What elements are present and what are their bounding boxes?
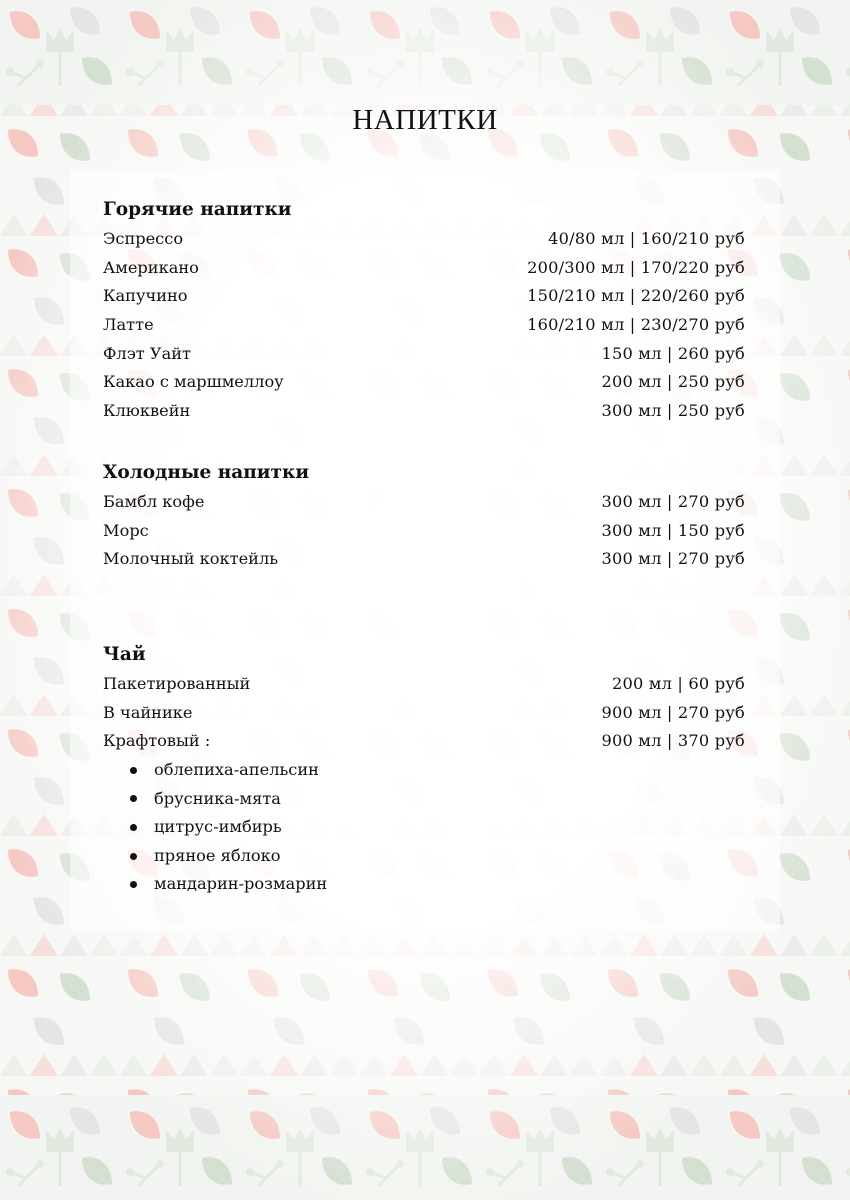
item-name: Пакетированный	[103, 674, 251, 693]
item-price: 300 мл | 250 руб	[601, 401, 745, 421]
menu-item	[103, 517, 745, 546]
section-hot-drinks	[103, 195, 745, 426]
flavor-name: облепиха-апельсин	[154, 760, 319, 780]
section-tea	[103, 640, 745, 899]
menu-item	[103, 727, 745, 756]
item-name: Морс	[103, 520, 149, 540]
section-cold-drinks	[103, 458, 745, 574]
item-price: 900 мл | 270 руб	[601, 702, 745, 722]
menu-item	[103, 254, 745, 283]
item-price: 40/80 мл | 160/210 руб	[548, 229, 745, 248]
menu-item	[103, 368, 745, 397]
flavor-item	[130, 870, 745, 899]
menu-item	[103, 670, 745, 699]
menu-item	[103, 545, 745, 574]
flavor-item	[130, 756, 745, 785]
item-price: 900 мл | 370 руб	[601, 731, 745, 751]
item-price: 200 мл | 250 руб	[601, 372, 745, 392]
item-price: 160/210 мл | 230/270 руб	[527, 315, 745, 335]
item-price: 150/210 мл | 220/260 руб	[527, 286, 745, 306]
menu-item	[103, 311, 745, 340]
item-name: Молочный коктейль	[103, 549, 279, 569]
section-title: Горячие напитки	[103, 199, 292, 220]
page-title: НАПИТКИ	[352, 104, 498, 136]
item-price: 300 мл | 270 руб	[601, 492, 745, 511]
flavor-name: брусника-мята	[154, 788, 281, 808]
flavor-name: цитрус-имбирь	[154, 817, 282, 837]
flavor-item	[130, 842, 745, 871]
item-name: Эспрессо	[103, 229, 184, 248]
bullet-icon	[130, 824, 137, 831]
menu-item	[103, 225, 745, 254]
section-title: Холодные напитки	[103, 462, 310, 483]
section-title: Чай	[103, 644, 146, 665]
item-name: Крафтовый :	[103, 731, 211, 751]
item-price: 300 мл | 270 руб	[601, 549, 745, 569]
menu-item	[103, 699, 745, 728]
item-price: 200 мл | 60 руб	[611, 674, 745, 693]
item-name: Американо	[103, 257, 199, 277]
menu-item	[103, 397, 745, 426]
flavor-name: мандарин-розмарин	[154, 874, 328, 894]
bullet-icon	[130, 767, 137, 774]
item-name: Клюквейн	[103, 401, 191, 421]
item-name: В чайнике	[103, 702, 193, 722]
item-name: Какао с маршмеллоу	[103, 372, 284, 392]
flavor-name: пряное яблоко	[154, 845, 281, 865]
menu-item	[103, 282, 745, 311]
item-name: Капучино	[103, 286, 188, 306]
item-price: 300 мл | 150 руб	[601, 520, 745, 540]
item-name: Бамбл кофе	[103, 492, 205, 511]
bullet-icon	[130, 881, 137, 888]
item-price: 150 мл | 260 руб	[601, 343, 745, 363]
flavor-item	[130, 785, 745, 814]
item-price: 200/300 мл | 170/220 руб	[527, 257, 745, 277]
menu-item	[103, 340, 745, 369]
bullet-icon	[130, 795, 137, 802]
item-name: Флэт Уайт	[103, 343, 191, 363]
flavor-list	[103, 756, 745, 899]
item-name: Латте	[103, 315, 154, 335]
bullet-icon	[130, 853, 137, 860]
flavor-item	[130, 813, 745, 842]
menu-item	[103, 488, 745, 517]
